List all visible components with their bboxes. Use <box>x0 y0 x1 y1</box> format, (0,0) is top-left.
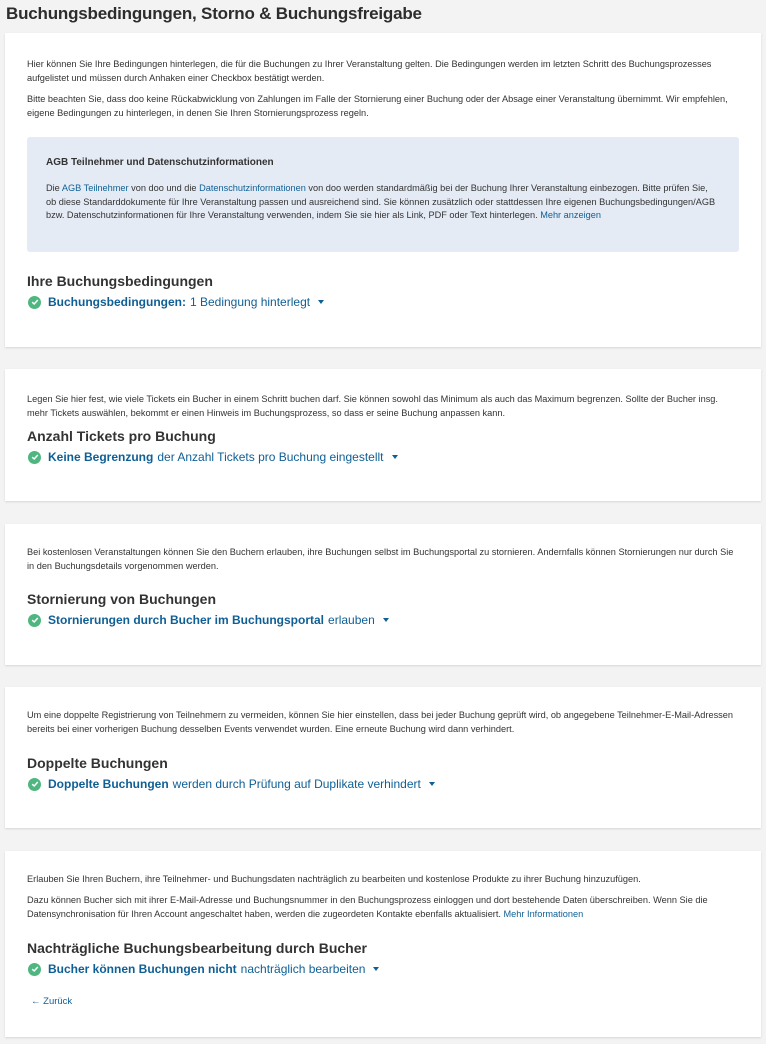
caret-down-icon <box>373 967 379 971</box>
status-bold-label: Keine Begrenzung <box>48 450 154 464</box>
editing-intro-text: Dazu können Bucher sich mit ihrer E-Mail-Adresse und Buchungsnummer in den Buchungsprozess einloggen und dort bestehende Daten überschreiben. Wenn Sie die Datensynchronisation für Ihren Account angeschaltet haben, werden die zugeordeten Kontakte ebenfalls aktualisiert. <box>27 895 708 919</box>
caret-down-icon <box>392 455 398 459</box>
booking-terms-card <box>5 33 761 347</box>
tickets-intro: Legen Sie hier fest, wie viele Tickets ein Bucher in einem Schritt buchen darf. Sie können sowohl das Minimum als auch das Maximum begrenzen. Sollte der Bucher insg. mehr Tickets auswählen, bekommt er einen Hinweis im Buchungsprozess, so dass er seine Buchung anpassen kann. <box>27 394 718 418</box>
page-title: Buchungsbedingungen, Storno & Buchungsfreigabe <box>6 4 422 23</box>
status-bold-label: Stornierungen durch Bucher im Buchungsportal <box>48 613 325 627</box>
status-bold-label: Bucher können Buchungen nicht <box>48 962 237 976</box>
duplicates-heading: Doppelte Buchungen <box>27 755 168 771</box>
status-label: werden durch Prüfung auf Duplikate verhindert <box>172 777 421 791</box>
status-label: 1 Bedingung hinterlegt <box>189 295 311 309</box>
info-text-part: von doo werden standardmäßig bei der Buchung Ihrer Veranstaltung einbezogen. Bitte prüfen Sie, ob diese Standarddokumente für Ihre Veranstaltung passen und ausreichend sind. Sie können zusätzlich oder stattdessen Ihre eigenen Buchungsbedingungen/AGB bzw. Datenschutzinformationen für Ihre Veranstaltung verwenden, indem Sie sie hier als Link, PDF oder Text hinterlegen. <box>46 183 716 220</box>
status-label: erlauben <box>328 613 375 627</box>
check-circle-icon <box>28 296 41 309</box>
cancellation-status-dropdown[interactable] <box>28 613 389 627</box>
status-label: der Anzahl Tickets pro Buchung eingestellt <box>157 450 384 464</box>
cancellation-heading: Stornierung von Buchungen <box>27 591 216 607</box>
tickets-per-booking-card <box>5 369 761 501</box>
info-box-title: AGB Teilnehmer und Datenschutzinformationen <box>46 157 274 168</box>
duplicates-intro: Um eine doppelte Registrierung von Teilnehmern zu vermeiden, können Sie hier einstellen, dass bei jeder Buchung geprüft wird, ob angegebene Teilnehmer-E-Mail-Adressen bereits bei einer vorherigen Buchung desselben Events verwendet wurden. Eine erneute Buchung wird dann verhindert. <box>27 710 733 734</box>
terms-info-box <box>27 137 739 252</box>
check-circle-icon <box>28 614 41 627</box>
back-label: Zurück <box>43 996 73 1007</box>
editing-intro-1: Erlauben Sie Ihren Buchern, ihre Teilnehmer- und Buchungsdaten nachträglich zu bearbeiten und kostenlose Produkte zu ihrer Buchung hinzuzufügen. <box>27 874 641 884</box>
back-link[interactable] <box>31 996 72 1007</box>
terms-status-dropdown[interactable] <box>28 295 324 309</box>
tickets-status-dropdown[interactable] <box>28 450 398 464</box>
editing-status-dropdown[interactable] <box>28 962 379 976</box>
show-more-link[interactable]: Mehr anzeigen <box>540 210 601 220</box>
check-circle-icon <box>28 778 41 791</box>
status-bold-label: Buchungsbedingungen: <box>48 295 186 309</box>
terms-heading: Ihre Buchungsbedingungen <box>27 273 213 289</box>
cancellation-intro: Bei kostenlosen Veranstaltungen können Sie den Buchern erlauben, ihre Buchungen selbst im Buchungsportal zu stornieren. Andernfalls können Stornierungen nur durch Sie in den Buchungsdetails vorgenommen werden. <box>27 547 734 571</box>
caret-down-icon <box>429 782 435 786</box>
duplicate-bookings-card <box>5 687 761 828</box>
cancellation-card <box>5 524 761 665</box>
check-circle-icon <box>28 451 41 464</box>
terms-intro-1: Hier können Sie Ihre Bedingungen hinterlegen, die für die Buchungen zu Ihrer Veranstaltung gelten. Die Bedingungen werden im letzten Schritt des Buchungsprozesses aufgelistet und müssen durch Anhaken einer Checkbox bestätigt werden. <box>27 59 712 83</box>
agb-teilnehmer-link[interactable]: AGB Teilnehmer <box>61 183 129 193</box>
datenschutz-link[interactable]: Datenschutzinformationen <box>199 183 306 193</box>
check-circle-icon <box>28 963 41 976</box>
info-box-text <box>46 182 720 223</box>
info-text-part: Die <box>46 183 62 193</box>
duplicates-status-dropdown[interactable] <box>28 777 435 791</box>
info-text-part: von doo und die <box>128 183 200 193</box>
editing-heading: Nachträgliche Buchungsbearbeitung durch Bucher <box>27 940 367 956</box>
caret-down-icon <box>318 300 324 304</box>
status-bold-label: Doppelte Buchungen <box>48 777 169 791</box>
terms-intro-2: Bitte beachten Sie, dass doo keine Rückabwicklung von Zahlungen im Falle der Stornierung einer Buchung oder der Absage einer Veranstaltung übernimmt. Wir empfehlen, eigene Bedingungen zu hinterlegen, in denen Sie Ihren Stornierungsprozess regeln. <box>27 94 728 118</box>
tickets-heading: Anzahl Tickets pro Buchung <box>27 428 216 444</box>
more-info-link[interactable]: Mehr Informationen <box>503 908 584 919</box>
arrow-left-icon: ← <box>31 996 41 1007</box>
editing-intro-2 <box>27 894 739 921</box>
booking-editing-card <box>5 851 761 1037</box>
status-label: nachträglich bearbeiten <box>240 962 366 976</box>
caret-down-icon <box>383 618 389 622</box>
